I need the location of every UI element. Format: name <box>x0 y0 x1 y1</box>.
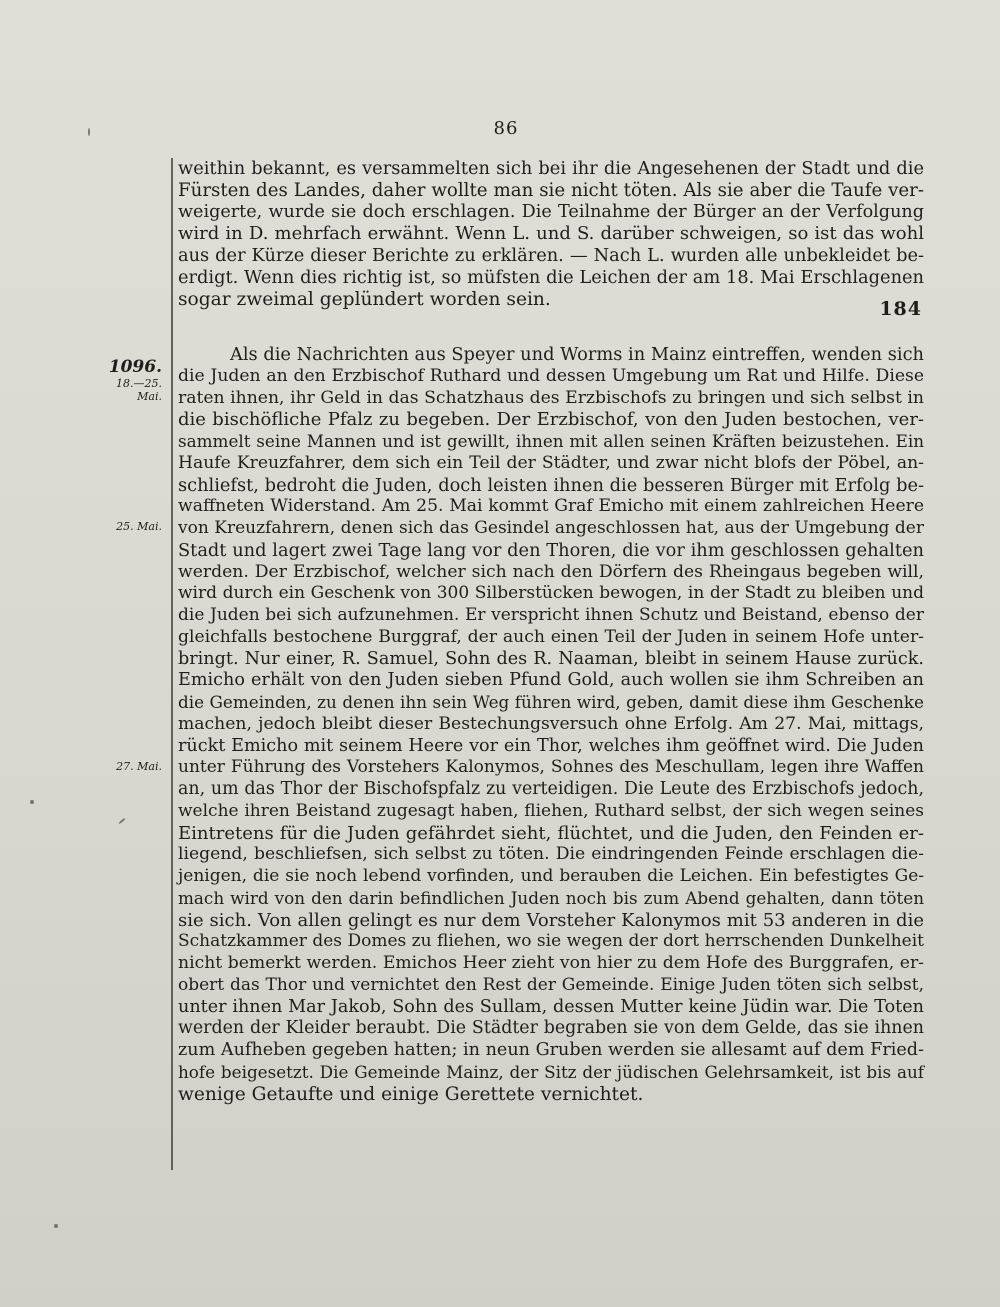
page-number: 86 <box>493 118 519 139</box>
paragraph-2 <box>178 344 924 1105</box>
text-line: wenige Getaufte und einige Gerettete vernichtet. <box>178 1083 644 1105</box>
text-line: schliefst, bedroht die Juden, doch leisten ihnen die besseren Bürger mit Erfolg be- <box>178 474 924 496</box>
margin-note-date-25: 25. Mai. <box>116 520 162 533</box>
text-line: wird durch ein Geschenk von 300 Silberstücken bewogen, in der Stadt zu bleiben und <box>178 583 924 604</box>
print-speck <box>88 128 90 136</box>
text-line: aus der Kürze dieser Berichte zu erklären. — Nach L. wurden alle unbekleidet be- <box>178 245 924 266</box>
text-line: jenigen, die sie noch lebend vorfinden, und berauben die Leichen. Ein befestigtes Ge- <box>178 866 924 886</box>
text-line: von Kreuzfahrern, denen sich das Gesindel angeschlossen hat, aus der Umgebung der <box>178 518 924 538</box>
text-line: machen, jedoch bleibt dieser Bestechungsversuch ohne Erfolg. Am 27. Mai, mittags, <box>178 713 924 734</box>
text-line: welche ihren Beistand zugesagt haben, fliehen, Ruthard selbst, der sich wegen seines <box>178 800 924 821</box>
text-line: sie sich. Von allen gelingt es nur dem Vorsteher Kalonymos mit 53 anderen in die <box>178 909 924 931</box>
text-line: waffneten Widerstand. Am 25. Mai kommt Graf Emicho mit einem zahlreichen Heere <box>178 496 924 517</box>
margin-note-date-range: 18.—25. <box>116 377 162 390</box>
section-number: 184 <box>879 298 922 320</box>
margin-note-year: 1096. <box>108 357 162 377</box>
text-line: nicht bemerkt werden. Emichos Heer zieht von hier zu dem Hofe des Burggrafen, er- <box>178 953 924 973</box>
margin-note-date-27: 27. Mai. <box>116 760 162 773</box>
text-line: weigerte, wurde sie doch erschlagen. Die Teilnahme der Bürger an der Verfolgung <box>178 201 924 222</box>
text-line: Stadt und lagert zwei Tage lang vor den Thoren, die vor ihm geschlossen gehalten <box>178 539 924 561</box>
print-speck <box>54 1224 58 1228</box>
text-line: zum Aufheben gegeben hatten; in neun Gruben werden sie allesamt auf dem Fried- <box>178 1040 924 1060</box>
text-line: die bischöfliche Pfalz zu begeben. Der Erzbischof, von den Juden bestochen, ver- <box>178 409 924 431</box>
margin-rule <box>171 158 173 1170</box>
text-line: die Juden an den Erzbischof Ruthard und dessen Umgebung um Rat und Hilfe. Diese <box>178 365 924 386</box>
text-line: obert das Thor und vernichtet den Rest der Gemeinde. Einige Juden töten sich selbst, <box>178 974 924 995</box>
text-line: die Gemeinden, zu denen ihn sein Weg führen wird, geben, damit diese ihm Geschenke <box>178 692 924 712</box>
margin-note-month: Mai. <box>137 390 162 403</box>
text-line: bringt. Nur einer, R. Samuel, Sohn des R. Naaman, bleibt in seinem Hause zurück. <box>178 648 924 669</box>
print-speck <box>30 800 34 804</box>
text-line: werden der Kleider beraubt. Die Städter begraben sie von dem Gelde, das sie ihnen <box>178 1018 924 1039</box>
text-line: erdigt. Wenn dies richtig ist, so müfsten die Leichen der am 18. Mai Erschlagenen <box>178 266 924 288</box>
text-line: werden. Der Erzbischof, welcher sich nach den Dörfern des Rheingaus begeben will, <box>178 561 924 582</box>
print-speck <box>118 818 125 825</box>
text-line: sogar zweimal geplündert worden sein. <box>178 288 551 310</box>
text-line: raten ihnen, ihr Geld in das Schatzhaus des Erzbischofs zu bringen und sich selbst in <box>178 387 924 408</box>
text-line: Schatzkammer des Domes zu fliehen, wo sie wegen der dort herrschenden Dunkelheit <box>178 931 924 952</box>
text-line: gleichfalls bestochene Burggraf, der auch einen Teil der Juden in seinem Hofe unter- <box>178 626 924 647</box>
text-line: mach wird von den darin befindlichen Juden noch bis zum Abend gehalten, dann töten <box>178 887 924 908</box>
text-line: Emicho erhält von den Juden sieben Pfund Gold, auch wollen sie ihm Schreiben an <box>178 670 924 691</box>
text-line: hofe beigesetzt. Die Gemeinde Mainz, der Sitz der jüdischen Gelehrsamkeit, ist bis auf <box>178 1061 924 1082</box>
paragraph-1 <box>178 158 924 310</box>
text-line: Haufe Kreuzfahrer, dem sich ein Teil der Städter, und zwar nicht blofs der Pöbel, an- <box>178 452 924 473</box>
text-line: wird in D. mehrfach erwähnt. Wenn L. und S. darüber schweigen, so ist das wohl <box>178 223 924 245</box>
text-line: unter ihnen Mar Jakob, Sohn des Sullam, dessen Mutter keine Jüdin war. Die Toten <box>178 996 924 1017</box>
text-line: Als die Nachrichten aus Speyer und Worms in Mainz eintreffen, wenden sich <box>230 344 924 365</box>
text-line: die Juden bei sich aufzunehmen. Er verspricht ihnen Schutz und Beistand, ebenso der <box>178 605 924 625</box>
text-line: sammelt seine Mannen und ist gewillt, ihnen mit allen seinen Kräften beizustehen. Ein <box>178 431 924 451</box>
text-line: Fürsten des Landes, daher wollte man sie nicht töten. Als sie aber die Taufe ver- <box>178 179 924 201</box>
text-line: weithin bekannt, es versammelten sich bei ihr die Angesehenen der Stadt und die <box>178 158 924 179</box>
text-line: Eintretens für die Juden gefährdet sieht, flüchtet, und die Juden, den Feinden er- <box>178 822 924 844</box>
text-line: unter Führung des Vorstehers Kalonymos, Sohnes des Meschullam, legen ihre Waffen <box>178 757 924 778</box>
text-line: rückt Emicho mit seinem Heere vor ein Thor, welches ihm geöffnet wird. Die Juden <box>178 735 924 756</box>
text-line: an, um das Thor der Bischofspfalz zu verteidigen. Die Leute des Erzbischofs jedoch, <box>178 779 924 799</box>
text-line: liegend, beschliefsen, sich selbst zu töten. Die eindringenden Feinde erschlagen die- <box>178 844 924 865</box>
